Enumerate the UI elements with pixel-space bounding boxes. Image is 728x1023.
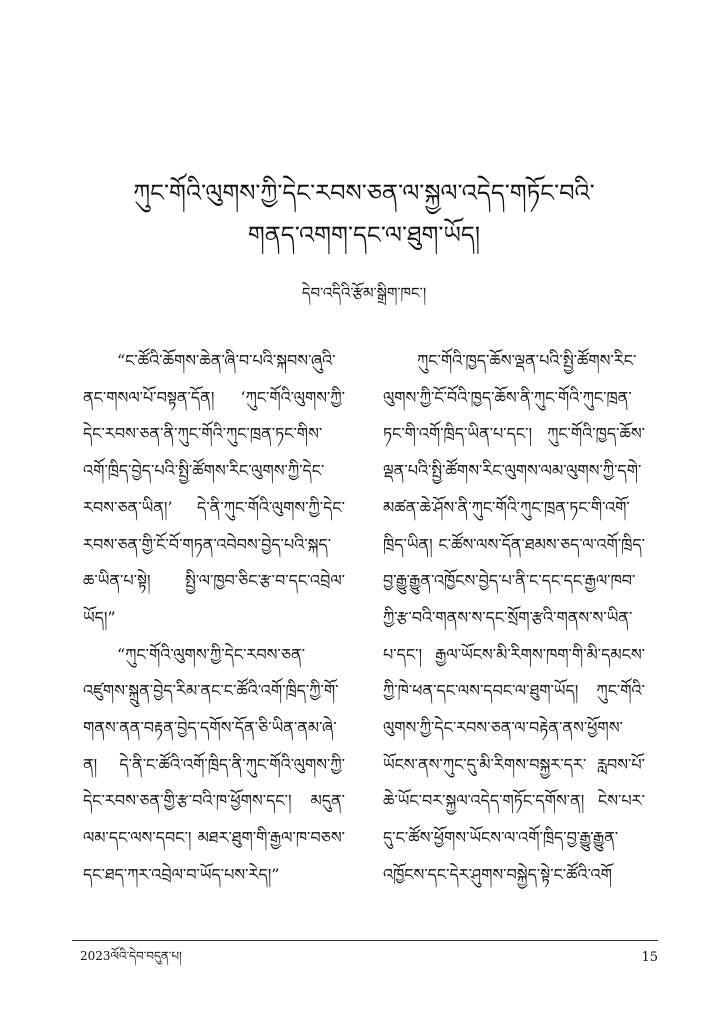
left-column bbox=[83, 343, 345, 894]
page-number: 15 bbox=[641, 950, 658, 965]
left-paragraph-2: “ཀུང་གོའི་ལུགས་ཀྱི་དེང་རབས་ཅན་འཛུགས་སྐྲུན་བྱེད་རིམ་ནང་ང་ཚོའི་འགོ་ཁྲིད་ཀྱི་གོ་གནས་ནན་བརྟན་བྱེད་དགོས་དོན་ཅི་ཡིན་ནམ་ཞེ་ན། དེ་ནི་ང་ཚོའི་འགོ་ཁྲིད་ནི་ཀུང་གོའི་ལུགས་ཀྱི་དེང་རབས་ཅན་གྱི་རྩ་བའི་ཁ་ཕྱོགས་དང་། མདུན་ལམ་དང་ལས་དབང་། མཐར་ཐུག་གི་རྒྱལ་ཁ་བཅས་དང་ཐད་ཀར་འབྲེལ་བ་ཡོད་པས་རེད།” bbox=[83, 644, 345, 884]
right-column bbox=[383, 343, 645, 894]
right-paragraph-1: ཀུང་གོའི་ཁྱད་ཆོས་ལྡན་པའི་སྤྱི་ཚོགས་རིང་ལུགས་ཀྱི་ངོ་བོའི་ཁྱད་ཆོས་ནི་ཀུང་གོའི་ཀུང་ཁྲན་ཏང་གི་འགོ་ཁྲིད་ཡིན་པ་དང་། ཀུང་གོའི་ཁྱད་ཆོས་ལྡན་པའི་སྤྱི་ཚོགས་རིང་ལུགས་ལམ་ལུགས་ཀྱི་དགེ་མཚན་ཆེ་ཤོས་ནི་ཀུང་གོའི་ཀུང་ཁྲན་ཏང་གི་འགོ་ཁྲིད་ཡིན། ང་ཚོས་ལས་དོན་ཐམས་ཅད་ལ་འགོ་ཁྲིད་བྱ་རྒྱུ་རྒྱུན་འཁྱོངས་བྱེད་པ་ནི་ང་དང་དང་རྒྱལ་ཁབ་ཀྱི་རྩ་བའི་གནས་ས་དང་སྲོག་རྩའི་གནས་ས་ཡིན་པ་དང་། རྒྱལ་ཡོངས་མི་རིགས་ཁག་གི་མི་དམངས་ཀྱི་ཁེ་ཕན་དང་ལས་དབང་ལ་ཐུག་ཡོད། ཀུང་གོའི་ལུགས་ཀྱི་དེང་རབས་ཅན་ལ་བརྟེན་ནས་ཕྱོགས་ཡོངས་ནས་ཀུང་དུ་མི་རིགས་བསྐྱར་དར་ རླབས་པོ་ཆེ་ཡོང་བར་སྐྱལ་འདེད་གཏོང་དགོས་ན། ངེས་པར་དུ་ང་ཚོས་ཕྱོགས་ཡོངས་ལ་འགོ་ཁྲིད་བྱ་རྒྱུ་རྒྱུན་འཁྱོངས་དང་དེར་ཤུགས་བསྐྱེད་སྟེ་ང་ཚོའི་འགོ bbox=[383, 351, 645, 884]
left-paragraph-1: “ང་ཚོའི་ཆོགས་ཆེན་ཞི་བ་པའི་སྐབས་ཞུའི་ནང་གསལ་པོ་བསྟན་དོན། ‘ཀུང་གོའི་ལུགས་ཀྱི་དེང་རབས་ཅན་ནི་ཀུང་གོའི་ཀུང་ཁྲན་ཏང་གིས་འགོ་ཁྲིད་བྱེད་པའི་སྤྱི་ཚོགས་རིང་ལུགས་ཀྱི་དེང་རབས་ཅན་ཡིན།’ དེ་ནི་ཀུང་གོའི་ལུགས་ཀྱི་དེང་རབས་ཅན་གྱི་ངོ་བོ་གཏན་འབེབས་བྱེད་པའི་སྐད་ཆ་ཡིན་པ་སྟེ། སྤྱི་ལ་ཁྱབ་ཅིང་རྩ་བ་དང་འབྲེལ་ཡོད།” bbox=[83, 351, 345, 627]
issue-label: 2023ལོའི་དེབ་བདུན་པ། bbox=[80, 949, 182, 963]
article-title-line2: གནད་འགག་དང་ལ་ཐུག་ཡོད། bbox=[247, 221, 481, 249]
article-author: དེབ་འདིའི་རྩོམ་སྒྲིག་ཁང་། bbox=[301, 284, 427, 302]
article-title-line1: ཀུང་གོའི་ལུགས་ཀྱི་དེང་རབས་ཅན་ལ་སྐྱལ་འདེད་གཏོང་བའི་ bbox=[133, 179, 595, 207]
footer-divider bbox=[72, 940, 658, 941]
article-title bbox=[110, 172, 618, 256]
